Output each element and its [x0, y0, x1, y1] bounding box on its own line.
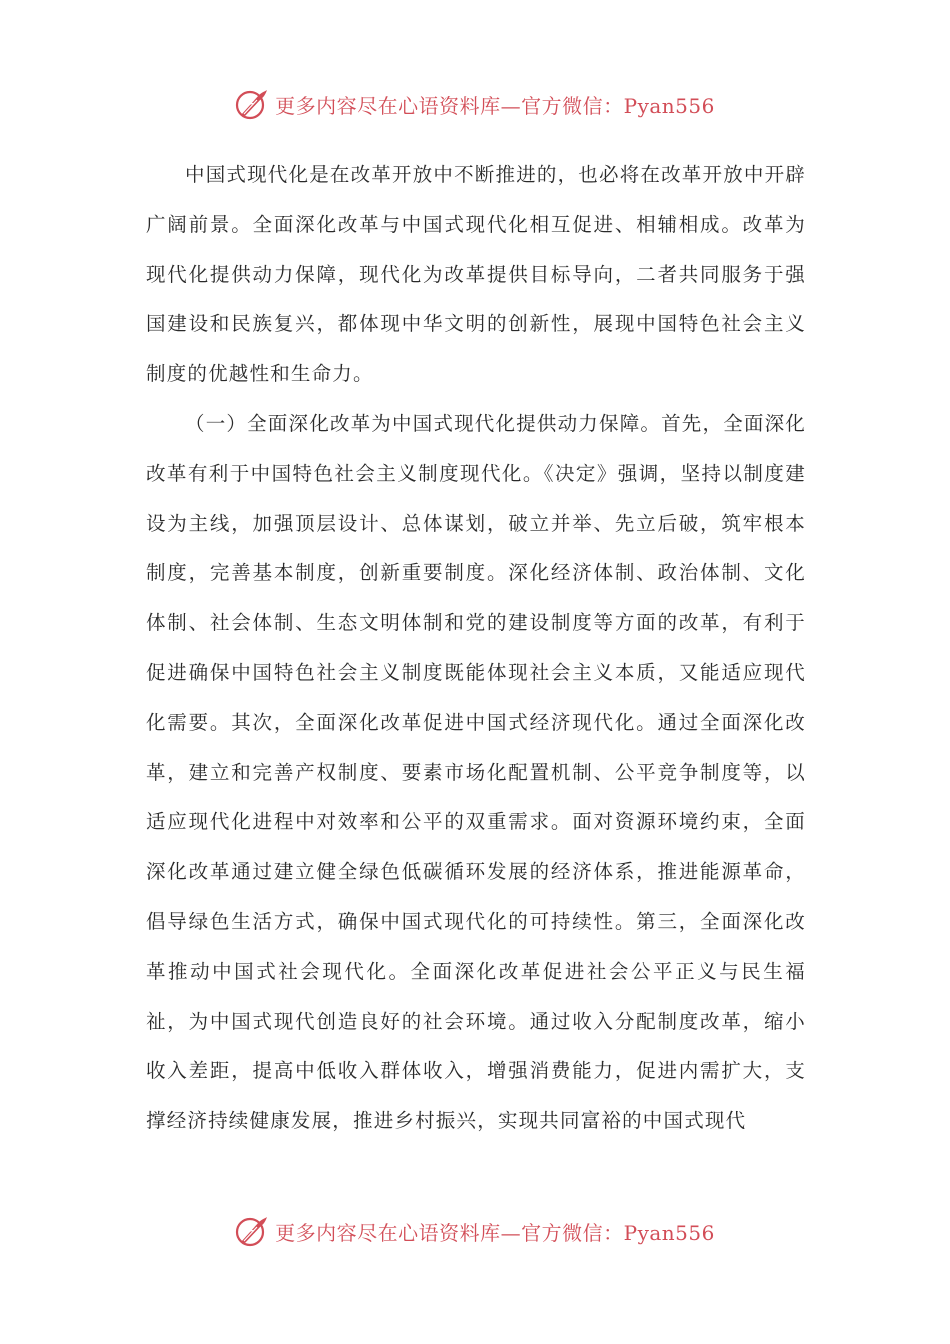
paragraph-section-one: （一）全面深化改革为中国式现代化提供动力保障。首先，全面深化改革有利于中国特色社会主义制度现代化。《决定》强调，坚持以制度建设为主线，加强顶层设计、总体谋划，破立并举、先立后破，筑牢根本制度，完善基本制度，创新重要制度。深化经济体制、政治体制、文化体制、社会体制、生态文明体制和党的建设制度等方面的改革，有利于促进确保中国特色社会主义制度既能体现社会主义本质，又能适应现代化需要。其次，全面深化改革促进中国式经济现代化。通过全面深化改革，建立和完善产权制度、要素市场化配置机制、公平竞争制度等，以适应现代化进程中对效率和公平的双重需求。面对资源环境约束，全面深化改革通过建立健全绿色低碳循环发展的经济体系，推进能源革命，倡导绿色生活方式，确保中国式现代化的可持续性。第三，全面深化改革推动中国式社会现代化。全面深化改革促进社会公平正义与民生福祉，为中国式现代创造良好的社会环境。通过收入分配制度改革，缩小收入差距，提高中低收入群体收入，增强消费能力，促进内需扩大，支撑经济持续健康发展，推进乡村振兴，实现共同富裕的中国式现代: [146, 411, 807, 1133]
header-banner-text: 更多内容尽在心语资料库—官方微信：Pyan556: [275, 93, 715, 118]
document-body: [146, 150, 806, 1146]
quill-pen-logo-icon: [235, 87, 269, 121]
quill-pen-logo-icon: [235, 1214, 269, 1248]
footer-banner-inner: [235, 1214, 715, 1248]
footer-banner: [0, 1209, 950, 1253]
header-banner: [0, 82, 950, 126]
footer-banner-text: 更多内容尽在心语资料库—官方微信：Pyan556: [275, 1220, 715, 1245]
header-banner-inner: [235, 87, 715, 121]
paragraph-intro: 中国式现代化是在改革开放中不断推进的，也必将在改革开放中开辟广阔前景。全面深化改革与中国式现代化相互促进、相辅相成。改革为现代化提供动力保障，现代化为改革提供目标导向，二者共同服务于强国建设和民族复兴，都体现中华文明的创新性，展现中国特色社会主义制度的优越性和生命力。: [146, 163, 807, 386]
